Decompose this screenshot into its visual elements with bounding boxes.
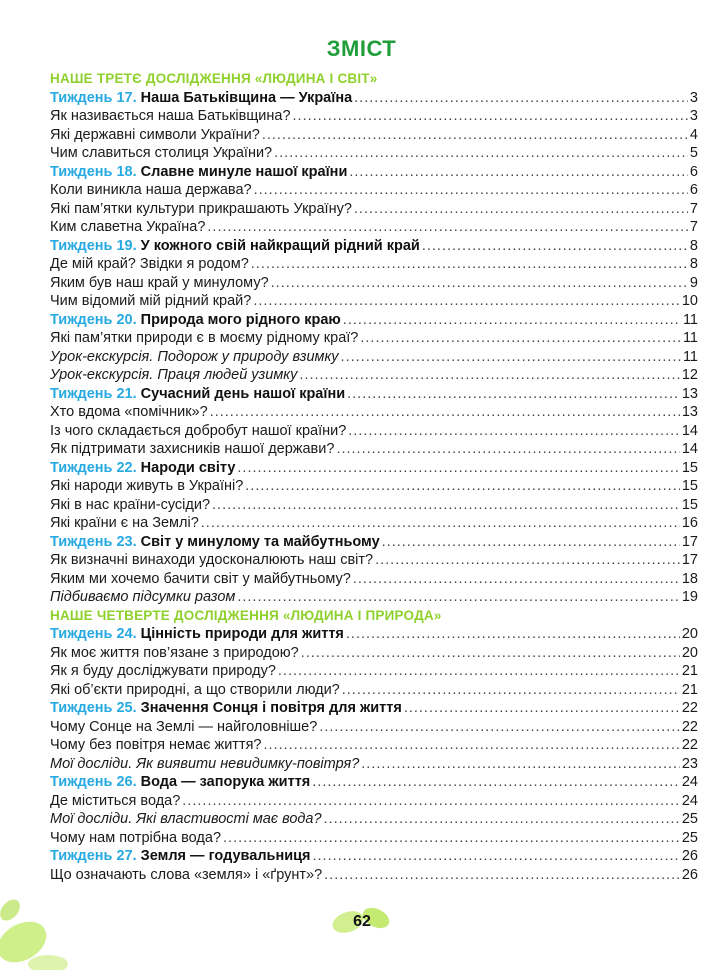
entry-title: Чим відомий мій рідний край?: [50, 293, 252, 309]
week-label: Тиждень 26.: [50, 774, 137, 790]
toc-week-entry: [50, 89, 698, 108]
entry-page-number: 4: [689, 126, 698, 143]
week-title: Славне минуле нашої країни: [140, 163, 348, 180]
table-of-contents: [50, 70, 698, 884]
entry-page-number: 9: [689, 274, 698, 291]
dot-leader: [360, 329, 681, 348]
entry-title: Яким ми хочемо бачити світ у майбутньому?: [50, 570, 351, 587]
dot-leader: [348, 422, 680, 441]
toc-entry: [50, 274, 698, 293]
week-title: Вода — запорука життя: [140, 774, 311, 790]
dot-leader: [264, 736, 680, 755]
dot-leader: [237, 459, 679, 478]
toc-week-entry: [50, 237, 698, 256]
entry-title: Хто вдома «помічник»?: [50, 404, 208, 420]
dot-leader: [422, 237, 688, 256]
entry-title: Чим славиться столиця України?: [50, 145, 273, 161]
entry-title: Коли виникла наша держава?: [50, 182, 252, 198]
week-label: Тиждень 24.: [50, 626, 137, 642]
toc-entry: [50, 366, 698, 385]
entry-page-number: 16: [681, 515, 698, 531]
week-title: Наша Батьківщина — Україна: [140, 89, 353, 106]
entry-title: Які країни є на Землі?: [50, 515, 199, 531]
dot-leader: [210, 403, 680, 422]
entry-title: Із чого складається добробут нашої країни?: [50, 422, 347, 439]
week-title: Сучасний день нашої країни: [140, 385, 346, 402]
dot-leader: [201, 514, 680, 533]
entry-page-number: 22: [681, 718, 698, 735]
dot-leader: [341, 348, 681, 367]
week-label: Тиждень 21.: [50, 385, 137, 402]
entry-title: Що означають слова «земля» і «ґрунт»?: [50, 866, 323, 883]
entry-page-number: 19: [681, 589, 698, 605]
entry-title: Які об’єкти природні, а що створили люди?: [50, 681, 340, 698]
toc-entry: [50, 403, 698, 422]
week-label: Тиждень 25.: [50, 700, 137, 716]
toc-entry: [50, 255, 698, 274]
entry-title: Де мій край? Звідки я родом?: [50, 256, 249, 272]
toc-entry: [50, 218, 698, 237]
toc-entry: [50, 144, 698, 163]
dot-leader: [262, 126, 688, 145]
entry-page-number: 13: [681, 385, 698, 402]
toc-entry: [50, 422, 698, 441]
week-heading: [50, 89, 352, 108]
week-heading: [50, 311, 341, 330]
entry-page-number: 14: [681, 441, 698, 457]
entry-page-number: 24: [681, 792, 698, 809]
week-heading: [50, 773, 310, 792]
dot-leader: [361, 755, 680, 774]
dot-leader: [354, 200, 688, 219]
entry-page-number: 15: [681, 459, 698, 476]
entry-page-number: 3: [689, 89, 698, 106]
dot-leader: [207, 218, 688, 237]
dot-leader: [278, 662, 680, 681]
entry-page-number: 22: [681, 737, 698, 753]
toc-entry: [50, 736, 698, 755]
entry-title: Як визначні винаходи удосконалюють наш світ?: [50, 552, 374, 568]
entry-page-number: 13: [681, 404, 698, 420]
week-heading: [50, 385, 345, 404]
toc-entry: [50, 440, 698, 459]
entry-page-number: 22: [681, 700, 698, 716]
toc-entry: [50, 866, 698, 885]
toc-entry: [50, 551, 698, 570]
dot-leader: [353, 570, 680, 589]
toc-entry: [50, 496, 698, 515]
dot-leader: [319, 718, 680, 737]
entry-page-number: 14: [681, 422, 698, 439]
dot-leader: [346, 625, 680, 644]
toc-entry: [50, 644, 698, 663]
dot-leader: [253, 292, 680, 311]
toc-section-heading: [50, 607, 698, 626]
toc-entry: [50, 348, 698, 367]
entry-page-number: 23: [681, 755, 698, 772]
toc-entry: [50, 107, 698, 126]
dot-leader: [251, 255, 688, 274]
week-label: Тиждень 27.: [50, 848, 137, 864]
week-title: Світ у минулому та майбутньому: [140, 533, 380, 550]
week-heading: [50, 237, 420, 256]
toc-entry: [50, 829, 698, 848]
week-label: Тиждень 18.: [50, 163, 137, 180]
entry-page-number: 15: [681, 478, 698, 494]
toc-week-entry: [50, 459, 698, 478]
dot-leader: [223, 829, 680, 848]
dot-leader: [343, 311, 681, 330]
dot-leader: [313, 847, 680, 866]
week-label: Тиждень 19.: [50, 237, 137, 254]
week-heading: [50, 459, 235, 478]
section-title: НАШЕ ЧЕТВЕРТЕ ДОСЛІДЖЕННЯ «ЛЮДИНА І ПРИРОДА»: [50, 607, 442, 623]
toc-entry: [50, 810, 698, 829]
entry-page-number: 7: [689, 219, 698, 235]
dot-leader: [312, 773, 680, 792]
entry-page-number: 25: [681, 811, 698, 827]
toc-week-entry: [50, 847, 698, 866]
week-heading: [50, 533, 380, 552]
dot-leader: [349, 163, 688, 182]
toc-entry: [50, 681, 698, 700]
toc-entry: [50, 292, 698, 311]
entry-title: Підбиваємо підсумки разом: [50, 589, 236, 605]
toc-entry: [50, 181, 698, 200]
dot-leader: [375, 551, 680, 570]
entry-page-number: 25: [681, 829, 698, 846]
entry-title: Чому Сонце на Землі — найголовніше?: [50, 718, 318, 735]
entry-title: Як я буду досліджувати природу?: [50, 663, 276, 679]
toc-entry: [50, 570, 698, 589]
dot-leader: [324, 810, 680, 829]
dot-leader: [182, 792, 680, 811]
entry-title: Як підтримати захисників нашої держави?: [50, 441, 335, 457]
entry-title: Яким був наш край у минулому?: [50, 274, 269, 291]
toc-week-entry: [50, 533, 698, 552]
entry-page-number: 26: [681, 848, 698, 864]
entry-page-number: 26: [681, 866, 698, 883]
entry-title: Які народи живуть в Україні?: [50, 478, 244, 494]
week-label: Тиждень 23.: [50, 533, 137, 550]
week-title: Земля — годувальниця: [140, 848, 311, 864]
entry-title: Які пам’ятки культури прикрашають Україну?: [50, 200, 352, 217]
week-title: Природа мого рідного краю: [140, 311, 341, 328]
week-title: Значення Сонця і повітря для життя: [140, 700, 402, 716]
entry-page-number: 20: [681, 644, 698, 661]
entry-page-number: 8: [689, 256, 698, 272]
entry-page-number: 6: [689, 163, 698, 180]
page-number: 62: [353, 913, 371, 930]
entry-page-number: 15: [681, 496, 698, 513]
dot-leader: [299, 366, 679, 385]
entry-title: Урок-екскурсія. Праця людей узимку: [50, 367, 298, 383]
toc-entry: [50, 792, 698, 811]
entry-page-number: 5: [689, 145, 698, 161]
entry-title: Урок-екскурсія. Подорож у природу взимку: [50, 348, 339, 365]
week-title: Народи світу: [140, 459, 236, 476]
entry-page-number: 6: [689, 182, 698, 198]
toc-entry: [50, 200, 698, 219]
toc-week-entry: [50, 385, 698, 404]
entry-page-number: 21: [681, 681, 698, 698]
dot-leader: [324, 866, 680, 885]
entry-page-number: 17: [681, 552, 698, 568]
entry-page-number: 21: [681, 663, 698, 679]
week-label: Тиждень 22.: [50, 459, 137, 476]
dot-leader: [274, 144, 688, 163]
entry-title: Як називається наша Батьківщина?: [50, 108, 291, 124]
entry-title: Які в нас країни-сусіди?: [50, 496, 211, 513]
week-heading: [50, 847, 311, 866]
toc-entry: [50, 329, 698, 348]
entry-page-number: 10: [681, 293, 698, 309]
dot-leader: [271, 274, 688, 293]
toc-week-entry: [50, 163, 698, 182]
entry-page-number: 11: [682, 311, 698, 328]
week-heading: [50, 625, 344, 644]
dot-leader: [404, 699, 680, 718]
dot-leader: [245, 477, 680, 496]
entry-page-number: 11: [682, 348, 698, 365]
week-heading: [50, 699, 402, 718]
entry-page-number: 12: [681, 367, 698, 383]
week-heading: [50, 163, 347, 182]
entry-title: Де міститься вода?: [50, 792, 181, 809]
dot-leader: [382, 533, 680, 552]
entry-page-number: 24: [681, 774, 698, 790]
toc-week-entry: [50, 625, 698, 644]
entry-page-number: 3: [689, 108, 698, 124]
week-title: Цінність природи для життя: [140, 626, 344, 642]
week-label: Тиждень 20.: [50, 311, 137, 328]
dot-leader: [342, 681, 680, 700]
dot-leader: [237, 588, 680, 607]
entry-page-number: 7: [689, 200, 698, 217]
toc-week-entry: [50, 773, 698, 792]
toc-entry: [50, 477, 698, 496]
toc-entry: [50, 126, 698, 145]
dot-leader: [336, 440, 679, 459]
entry-title: Які державні символи України?: [50, 126, 260, 143]
toc-entry: [50, 755, 698, 774]
entry-title: Які пам’ятки природи є в моєму рідному краї?: [50, 330, 359, 346]
toc-entry: [50, 514, 698, 533]
dot-leader: [347, 385, 680, 404]
entry-title: Мої досліди. Які властивості має вода?: [50, 811, 322, 827]
toc-entry: [50, 718, 698, 737]
section-title: НАШЕ ТРЕТЄ ДОСЛІДЖЕННЯ «ЛЮДИНА І СВІТ»: [50, 71, 378, 86]
dot-leader: [293, 107, 688, 126]
entry-page-number: 8: [689, 237, 698, 254]
entry-title: Мої досліди. Як виявити невидимку-повітря?: [50, 755, 360, 772]
week-title: У кожного свій найкращий рідний край: [140, 237, 420, 254]
entry-page-number: 20: [681, 626, 698, 642]
entry-title: Ким славетна Україна?: [50, 219, 206, 235]
toc-entry: [50, 588, 698, 607]
page-title: ЗМІСТ: [326, 36, 397, 61]
entry-title: Як моє життя пов’язане з природою?: [50, 644, 299, 661]
entry-page-number: 18: [681, 570, 698, 587]
toc-section-heading: [50, 70, 698, 89]
dot-leader: [254, 181, 688, 200]
entry-page-number: 11: [682, 330, 698, 346]
toc-entry: [50, 662, 698, 681]
dot-leader: [354, 89, 688, 108]
leaf-icon: [0, 880, 80, 970]
week-label: Тиждень 17.: [50, 89, 137, 106]
dot-leader: [301, 644, 680, 663]
entry-title: Чому без повітря немає життя?: [50, 737, 262, 753]
toc-week-entry: [50, 311, 698, 330]
entry-page-number: 17: [681, 533, 698, 550]
dot-leader: [212, 496, 680, 515]
toc-week-entry: [50, 699, 698, 718]
entry-title: Чому нам потрібна вода?: [50, 829, 222, 846]
